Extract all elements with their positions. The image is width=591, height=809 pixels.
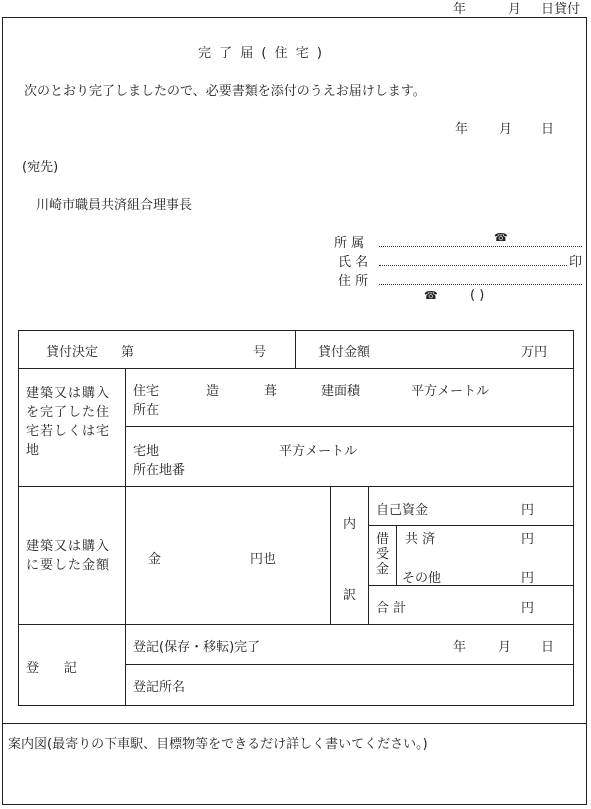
form-title: 完 了 届 ( 住 宅 ) [198,46,324,61]
mutual-aid-label: 共 済 [405,532,436,547]
lot-label: 宅地 [133,444,160,459]
telephone-icon: ☎ [494,231,508,244]
map-note: 案内図(最寄りの下車駅、目標物等をできるだけ詳しく書いてください。) [8,737,428,752]
other-label: その他 [402,571,442,586]
loan-decision-go: 号 [253,345,267,360]
breakdown-wake: 訳 [343,588,357,603]
map-area[interactable] [3,752,586,804]
affiliation-line[interactable] [379,246,582,247]
addressee: 川崎市職員共済組合理事長 [36,198,193,213]
registration-complete-label: 登記(保存・移転)完了 [133,640,261,655]
seal-mark: 印 [569,255,583,270]
header-month: 月 [508,2,522,17]
floor-area-label: 建面積 [321,384,361,399]
building-label: 建築又は購入を完了した住宅若しくは宅地 [26,386,111,458]
loan-decision-dai: 第 [121,345,135,360]
address-line[interactable] [379,284,582,285]
header-year: 年 [453,2,467,17]
name-line[interactable] [379,265,567,266]
cost-unit: 円也 [250,552,277,567]
address-label: 住 所 [338,274,369,289]
cost-kin: 金 [148,552,162,567]
borrowed-label: 借受金 [376,532,390,577]
cost-label: 建築又は購入に要した金額 [26,539,111,573]
loan-amount-label: 貸付金額 [318,345,371,360]
registration-year: 年 [453,640,467,655]
own-funds-unit: 円 [521,503,535,518]
floor-area-unit: 平方メートル [411,384,490,399]
date-month: 月 [499,122,513,137]
affiliation-label: 所 属 [334,236,365,251]
house-location-label: 所在 [133,403,160,418]
addressee-label: (宛先) [22,160,59,175]
registration-label: 登 記 [26,661,77,676]
loan-amount-unit: 万円 [521,345,548,360]
registration-day: 日 [541,640,555,655]
other-unit: 円 [521,571,535,586]
structure-label: 造 [206,384,220,399]
own-funds-label: 自己資金 [376,503,429,518]
breakdown-uchi: 内 [343,517,357,532]
phone-parens: ( ) [470,288,485,303]
total-label: 合 計 [376,601,407,616]
name-label: 氏 名 [338,255,369,270]
house-label: 住宅 [133,384,160,399]
date-year: 年 [455,122,469,137]
lot-number-label: 所在地番 [133,463,186,478]
form-intro: 次のとおり完了しましたので、必要書類を添付のうえお届けします。 [24,84,426,99]
registration-month: 月 [498,640,512,655]
mutual-aid-unit: 円 [521,532,535,547]
roof-label: 葺 [264,384,278,399]
date-day: 日 [541,122,555,137]
registry-office-label: 登記所名 [133,680,186,695]
lot-area-unit: 平方メートル [279,444,358,459]
total-unit: 円 [521,601,535,616]
telephone-icon-2: ☎ [424,289,438,302]
loan-decision-label: 貸付決定 [46,345,99,360]
header-day-loan: 日貸付 [541,2,581,17]
